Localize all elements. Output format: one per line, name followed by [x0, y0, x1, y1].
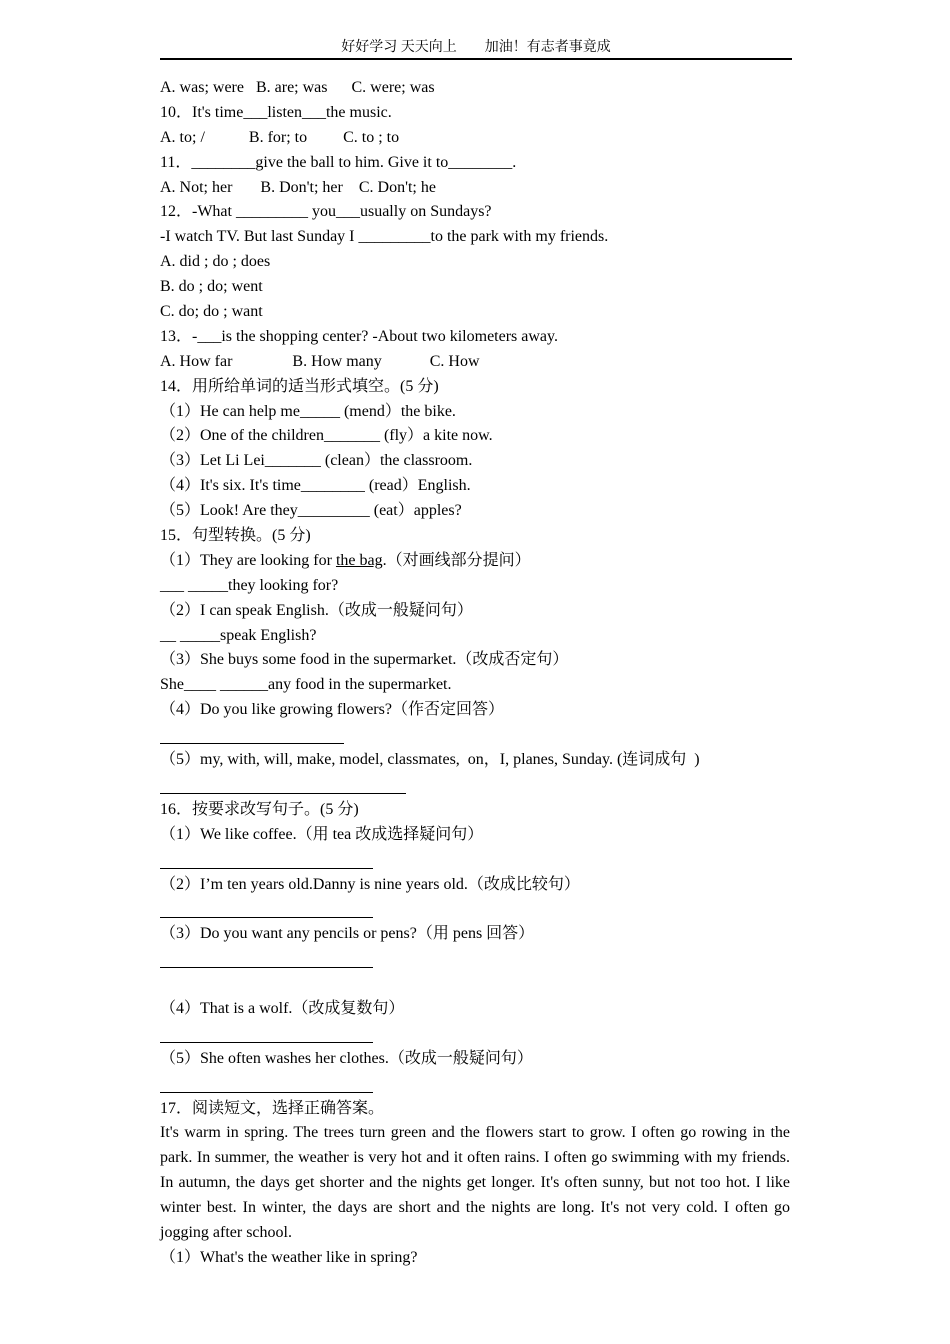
q14-item: （4）It's six. It's time________ (read）English. [160, 477, 471, 495]
answer-line [160, 897, 790, 922]
q15-answer-1: ___ _____they looking for? [160, 576, 339, 594]
header-motto-left: 好好学习 天天向上 [341, 40, 457, 55]
q13-stem: 13．-___is the shopping center? -About two kilometers away. [160, 327, 558, 345]
reading-passage: It's warm in spring. The trees turn green and the flowers start to grow. I often go rowing in the park. In summer, the weather is very hot and it often rains. I often go swimming with my friends. In autumn, the days get shorter and the nights get longer. It's often sunny, but not too hot. I like winter best. In winter, the days are short and the nights are long. It's not very cold. I often go jogging after school. [160, 1124, 790, 1242]
spacer [160, 972, 790, 997]
q15-title: 15．句型转换。(5 分) [160, 527, 311, 545]
underlined-phrase: the bag [335, 551, 383, 569]
q9-options: A. was; were B. are; was C. were; was [160, 79, 435, 96]
q15-answer-3: She____ ______any food in the supermarket. [160, 676, 452, 694]
q15-item-3: （3）She buys some food in the supermarket.（改成否定句） [160, 651, 569, 669]
answer-line [160, 1022, 790, 1047]
q10-options: A. to; / B. for; to C. to ; to [160, 128, 400, 146]
worksheet-body [160, 76, 790, 1271]
q15-item-2: （2）I can speak English.（改成一般疑问句） [160, 601, 473, 619]
q16-item: （2）I’m ten years old.Danny is nine years old.（改成比较句） [160, 875, 580, 893]
q17-question-1: （1）What's the weather like in spring? [160, 1248, 418, 1266]
q16-item: （1）We like coffee.（用 tea 改成选择疑问句） [160, 825, 484, 843]
q15-item-4: （4）Do you like growing flowers?（作否定回答） [160, 701, 504, 719]
q14-item: （2）One of the children_______ (fly）a kite now. [160, 427, 493, 445]
q16-item: （5）She often washes her clothes.（改成一般疑问句） [160, 1049, 533, 1067]
q16-item: （3）Do you want any pencils or pens?（用 pens 回答） [160, 925, 535, 943]
q12-option-b: B. do ; do; went [160, 278, 263, 296]
q13-options: A. How far B. How many C. How [160, 352, 480, 370]
q15-item-5: （5）my, with, will, make, model, classmates, on，I, planes, Sunday. (连词成句 ) [160, 751, 700, 769]
q11-stem: 11．________give the ball to him. Give it to________. [160, 153, 517, 171]
answer-line [160, 848, 790, 873]
q12-option-c: C. do; do ; want [160, 303, 263, 321]
q12-stem: 12．-What _________ you___usually on Sundays? [160, 203, 492, 221]
q16-item: （4）That is a wolf.（改成复数句） [160, 999, 405, 1017]
q16-title: 16．按要求改写句子。(5 分) [160, 800, 359, 818]
q14-item: （3）Let Li Lei_______ (clean）the classroom. [160, 452, 473, 470]
q14-item: （5）Look! Are they_________ (eat）apples? [160, 502, 462, 520]
answer-line [160, 1072, 790, 1097]
header-motto-right: 加油！有志者事竟成 [484, 40, 611, 55]
answer-line [160, 723, 790, 748]
q11-options: A. Not; her B. Don't; her C. Don't; he [160, 178, 436, 196]
q14-item: （1）He can help me_____ (mend）the bike. [160, 402, 456, 420]
q15-answer-2: __ _____speak English? [160, 626, 317, 644]
q14-title: 14．用所给单词的适当形式填空。(5 分) [160, 377, 439, 395]
answer-line [160, 773, 790, 798]
q17-title: 17．阅读短文，选择正确答案。 [160, 1099, 385, 1117]
page-header [160, 38, 792, 60]
q12-stem-2: -I watch TV. But last Sunday I _________to the park with my friends. [160, 228, 609, 246]
q10-stem: 10．It's time___listen___the music. [160, 103, 392, 121]
q12-option-a: A. did ; do ; does [160, 253, 271, 271]
q15-item-1: （1）They are looking for the bag.（对画线部分提问） [160, 551, 531, 569]
answer-line [160, 947, 790, 972]
